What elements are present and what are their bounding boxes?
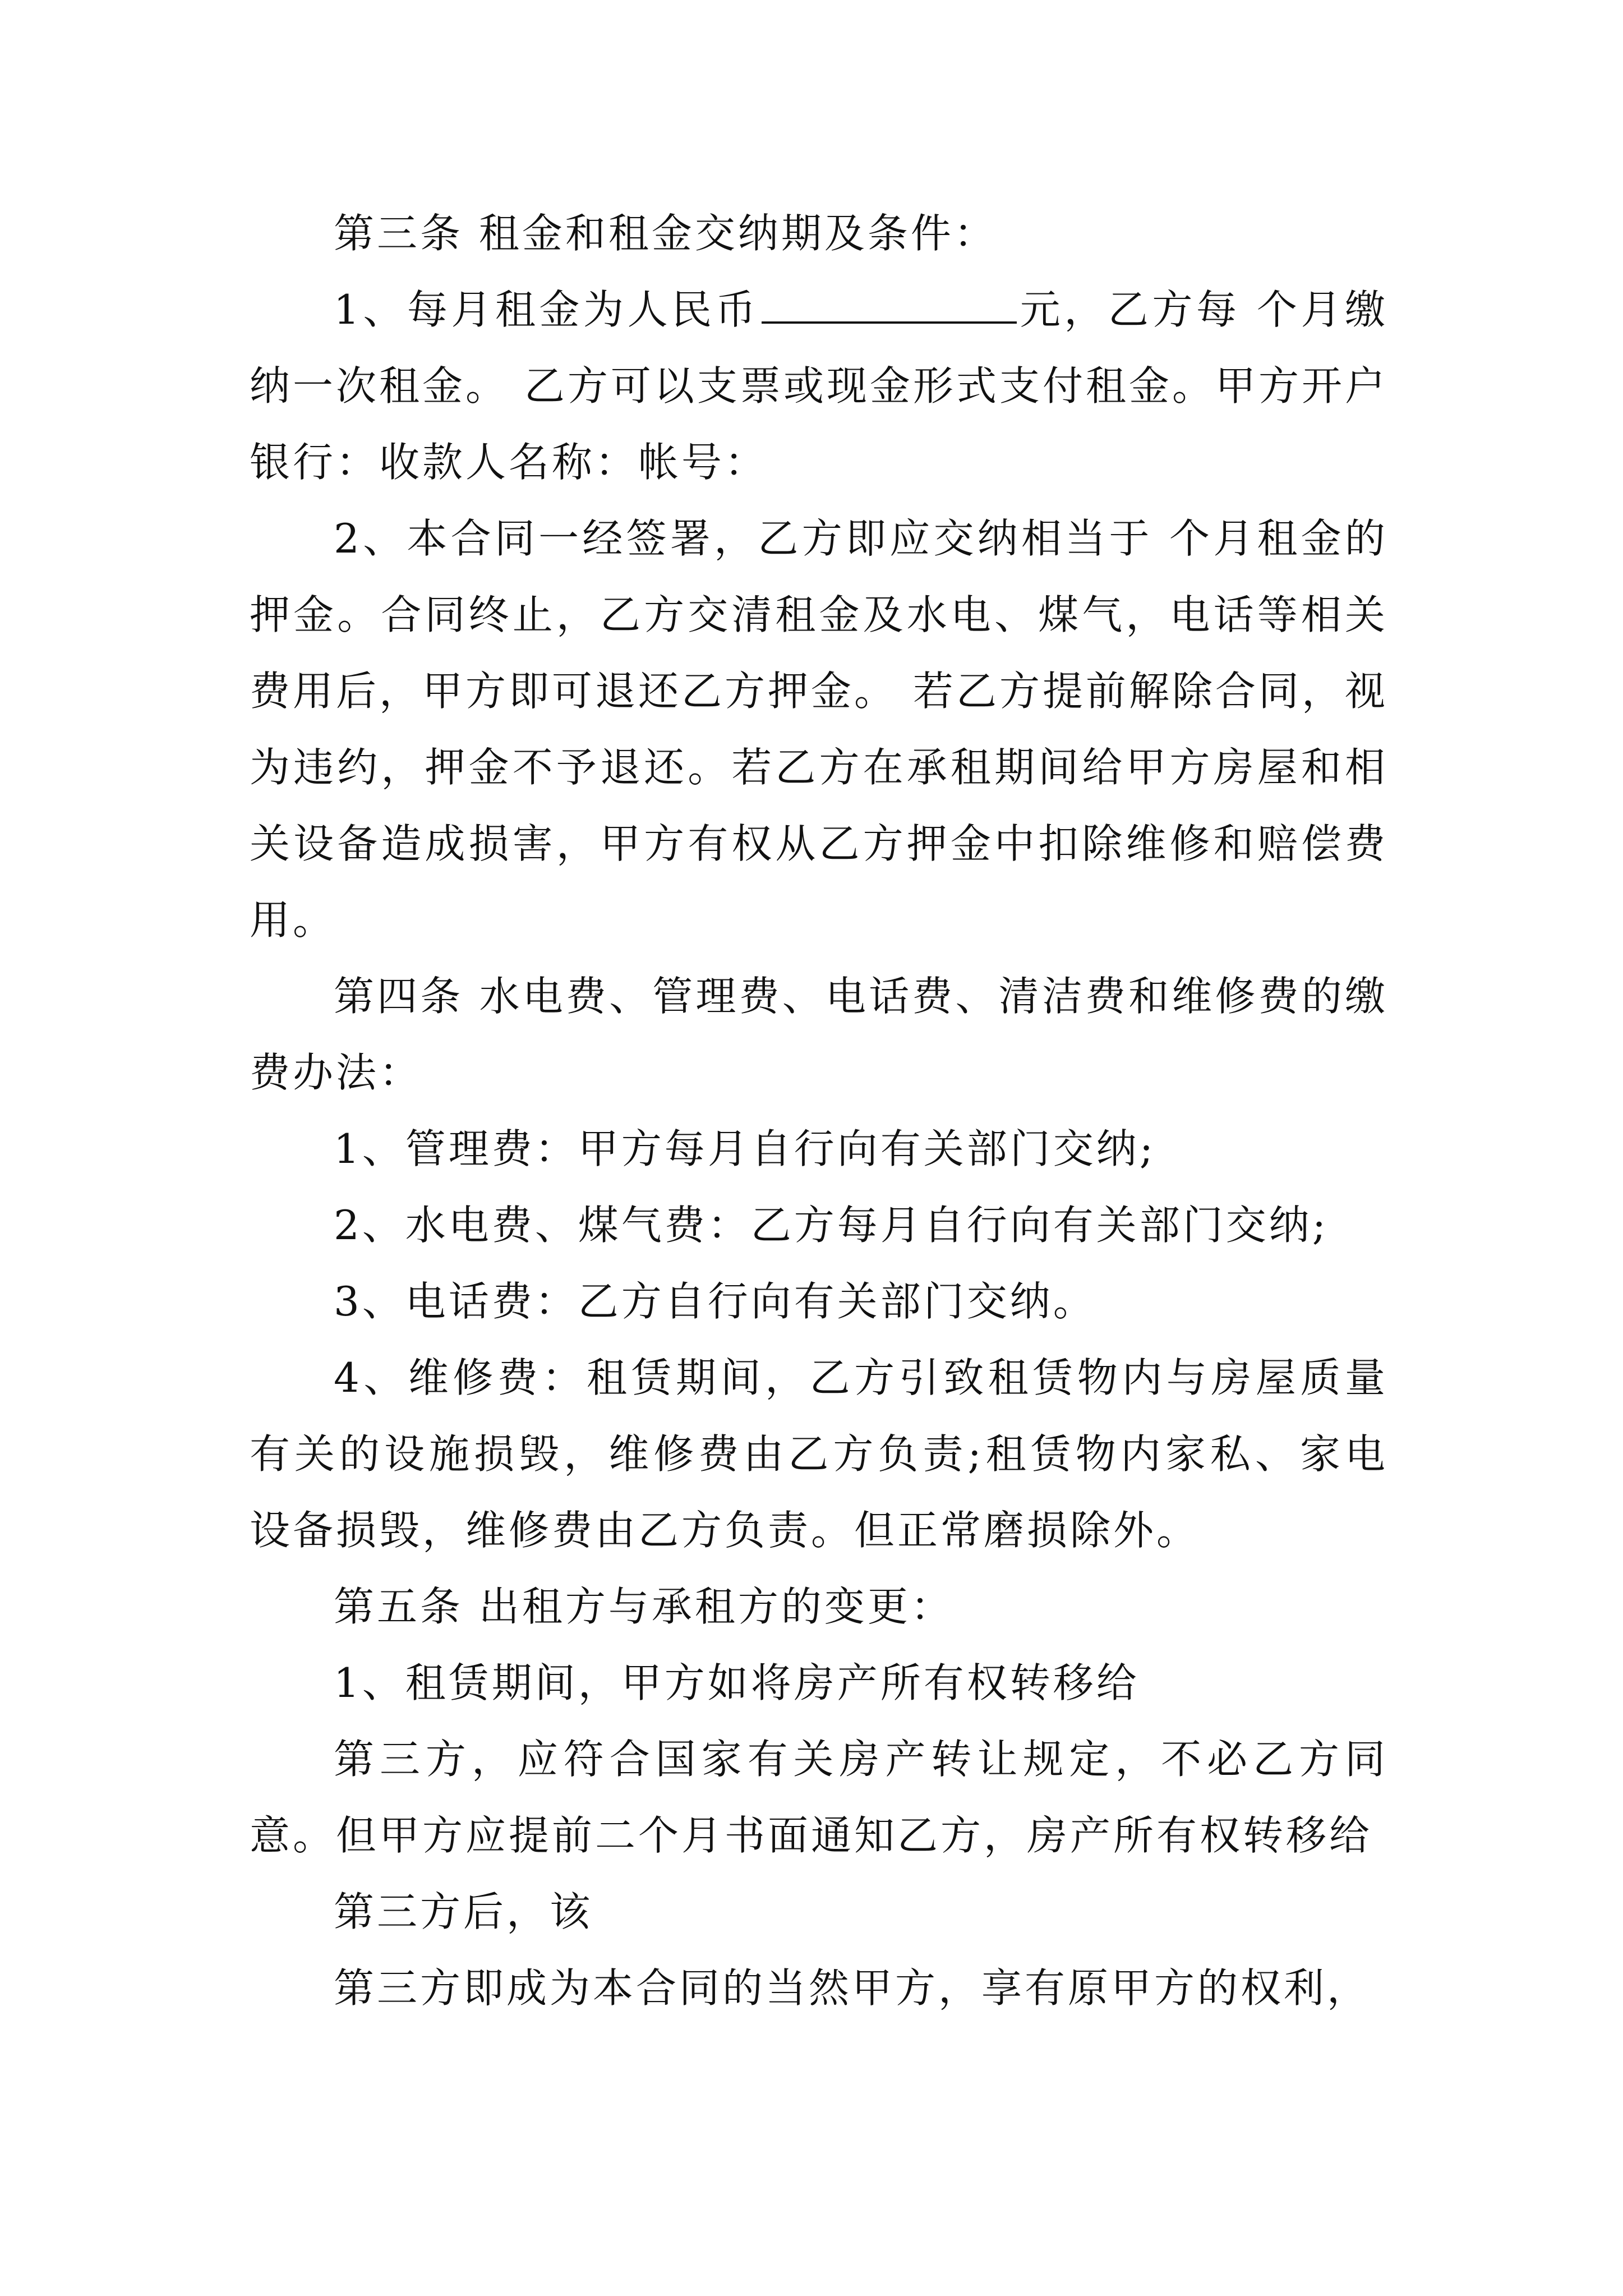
article-5-paragraph-3: 第三方后，该 [334,1888,593,1935]
article-3-item-1 [250,272,1388,500]
article-4-item-2: 2、水电费、煤气费：乙方每月自行向有关部门交纳; [334,1202,1329,1249]
article-4-title: 第四条 水电费、管理费、电话费、清洁费和维修费的缴费办法： [250,973,1388,1096]
article-5-paragraph-4: 第三方即成为本合同的当然甲方，享有原甲方的权利， [334,1964,1371,2012]
article-5-paragraph-2: 第三方，应符合国家有关房产转让规定，不必乙方同意。但甲方应提前二个月书面通知乙方，房产所有权转移给 [250,1736,1388,1859]
article-4-item-3: 3、电话费：乙方自行向有关部门交纳。 [334,1278,1096,1325]
rent-amount-blank [762,287,1017,324]
article-5-item-1: 1、租赁期间，甲方如将房产所有权转移给 [334,1659,1140,1706]
article-3-item-1-rest: 元，乙方每 个月缴纳一次租金。 乙方可以支票或现金形式支付租金。甲方开户银行：收款人名称：帐号： [250,286,1388,486]
article-3-item-2: 2、本合同一经签署，乙方即应交纳相当于 个月租金的押金。合同终止，乙方交清租金及水电、煤气，电话等相关费用后，甲方即可退还乙方押金。 若乙方提前解除合同，视为违约，押金不予退还。若乙方在承租期间给甲方房屋和相关设备造成损害，甲方有权从乙方押金中扣除维修和赔偿费用。 [250,515,1388,944]
article-4-item-4: 4、维修费：租赁期间，乙方引致租赁物内与房屋质量有关的设施损毁，维修费由乙方负责;租赁物内家私、家电设备损毁，维修费由乙方负责。但正常磨损除外。 [250,1354,1388,1554]
article-3-title: 第三条 租金和租金交纳期及条件： [334,210,997,257]
article-3-item-1-lead: 1、每月租金为人民币 [334,286,760,333]
article-5-title: 第五条 出租方与承租方的变更： [334,1583,954,1630]
contract-text [250,195,1388,2026]
article-4-item-1: 1、管理费：甲方每月自行向有关部门交纳; [334,1125,1156,1172]
